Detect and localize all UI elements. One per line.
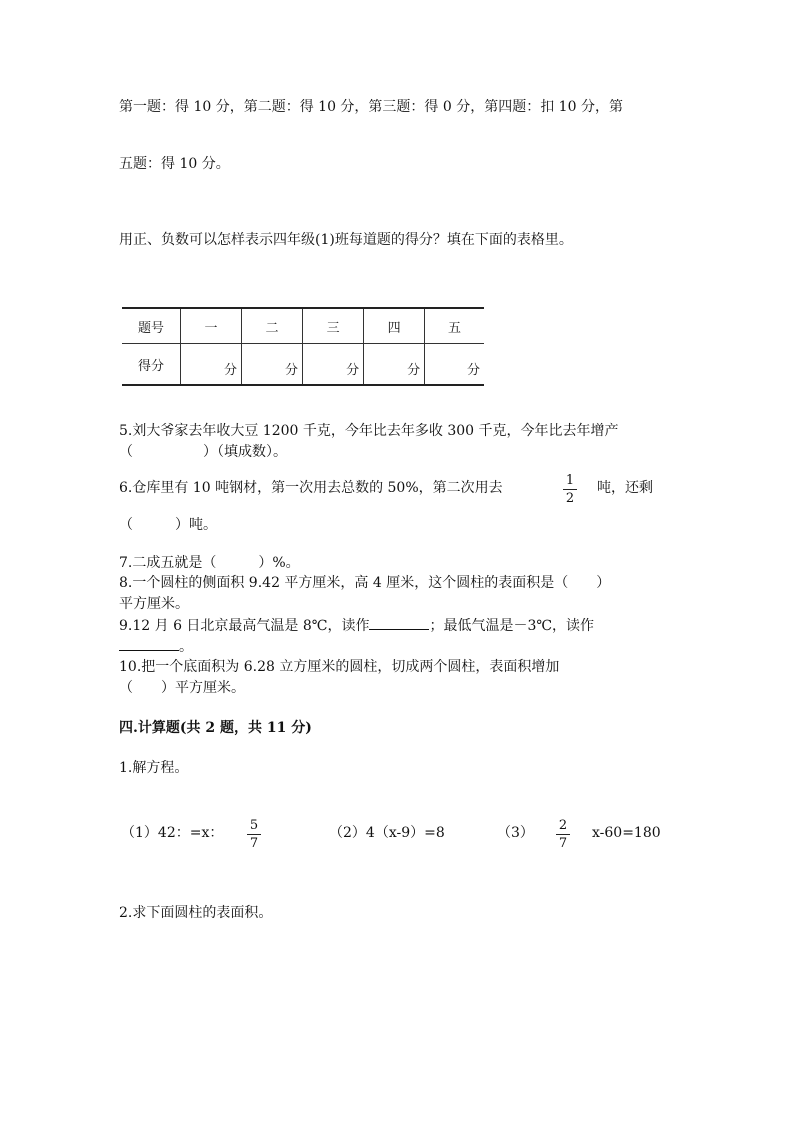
q6-line-1-pre: 6.仓库里有 10 吨钢材，第一次用去总数的 50%，第二次用去 xyxy=(119,480,503,496)
answer-cell[interactable]: 分 xyxy=(242,344,303,386)
q5-line-1: 5.刘大爷家去年收大豆 1200 千克，今年比去年多收 300 千克，今年比去年增产 xyxy=(119,423,619,439)
text-line-1: 第一题：得 10 分，第二题：得 10 分，第三题：得 0 分，第四题：扣 10 分，第 xyxy=(119,99,623,115)
fraction-bar xyxy=(556,834,570,835)
q9-line-1 xyxy=(119,615,594,636)
q6-line-1-post: 吨，还剩 xyxy=(597,480,653,496)
q7-line: 7.二成五就是（ ）%。 xyxy=(119,555,300,571)
fraction-denominator: 7 xyxy=(558,836,568,851)
table-cell: 一 xyxy=(181,308,242,344)
table-cell: 得分 xyxy=(122,344,181,386)
table-cell: 五 xyxy=(425,308,484,344)
table-cell: 二 xyxy=(242,308,303,344)
table-cell: 三 xyxy=(303,308,364,344)
q10-line-1: 10.把一个底面积为 6.28 立方厘米的圆柱，切成两个圆柱，表面积增加 xyxy=(119,659,560,675)
fraction-bar xyxy=(247,834,261,835)
answer-cell[interactable]: 分 xyxy=(364,344,425,386)
fraction-numerator: 5 xyxy=(249,818,259,833)
equation-2: （2）4（x-9）=8 xyxy=(329,825,445,841)
fraction-denominator: 2 xyxy=(565,491,575,506)
equation-3-text: x-60=180 xyxy=(592,825,661,841)
instruction-line: 用正、负数可以怎样表示四年级(1)班每道题的得分？填在下面的表格里。 xyxy=(119,232,573,248)
calc-1-title: 1.解方程。 xyxy=(119,760,189,776)
score-table xyxy=(122,307,484,386)
q9-text-mid: ；最低气温是－3℃，读作 xyxy=(429,618,595,634)
fraction-denominator: 7 xyxy=(249,836,259,851)
q8-line-1: 8.一个圆柱的侧面积 9.42 平方厘米，高 4 厘米，这个圆柱的表面积是（ ） xyxy=(119,575,611,591)
q9-text-post: 。 xyxy=(179,639,193,655)
q6-line-2: （ ）吨。 xyxy=(119,517,217,533)
q9-line-2 xyxy=(119,636,193,657)
fraction-bar xyxy=(563,489,577,490)
q8-line-2: 平方厘米。 xyxy=(119,596,189,612)
fraction-numerator: 1 xyxy=(565,473,575,488)
table-cell: 四 xyxy=(364,308,425,344)
table-row xyxy=(122,308,484,344)
text-line-2: 五题：得 10 分。 xyxy=(119,156,230,172)
fraction-numerator: 2 xyxy=(558,818,568,833)
fraction xyxy=(563,473,577,506)
answer-cell[interactable]: 分 xyxy=(181,344,242,386)
answer-cell[interactable]: 分 xyxy=(303,344,364,386)
fraction xyxy=(556,818,570,851)
calc-2-title: 2.求下面圆柱的表面积。 xyxy=(119,905,273,921)
q10-line-2: （ ）平方厘米。 xyxy=(119,680,245,696)
equation-1: （1）42：=x： xyxy=(121,825,224,841)
answer-blank[interactable] xyxy=(369,615,429,630)
answer-blank[interactable] xyxy=(119,636,179,651)
table-cell: 题号 xyxy=(122,308,181,344)
q9-text-pre: 9.12 月 6 日北京最高气温是 8℃，读作 xyxy=(119,618,370,634)
fraction xyxy=(247,818,261,851)
section-heading: 四.计算题(共 2 题，共 11 分) xyxy=(119,720,312,736)
q5-line-2: （ ）（填成数）。 xyxy=(119,444,287,460)
answer-cell[interactable]: 分 xyxy=(425,344,484,386)
equation-3-label: （3） xyxy=(497,825,534,841)
table-row xyxy=(122,344,484,386)
